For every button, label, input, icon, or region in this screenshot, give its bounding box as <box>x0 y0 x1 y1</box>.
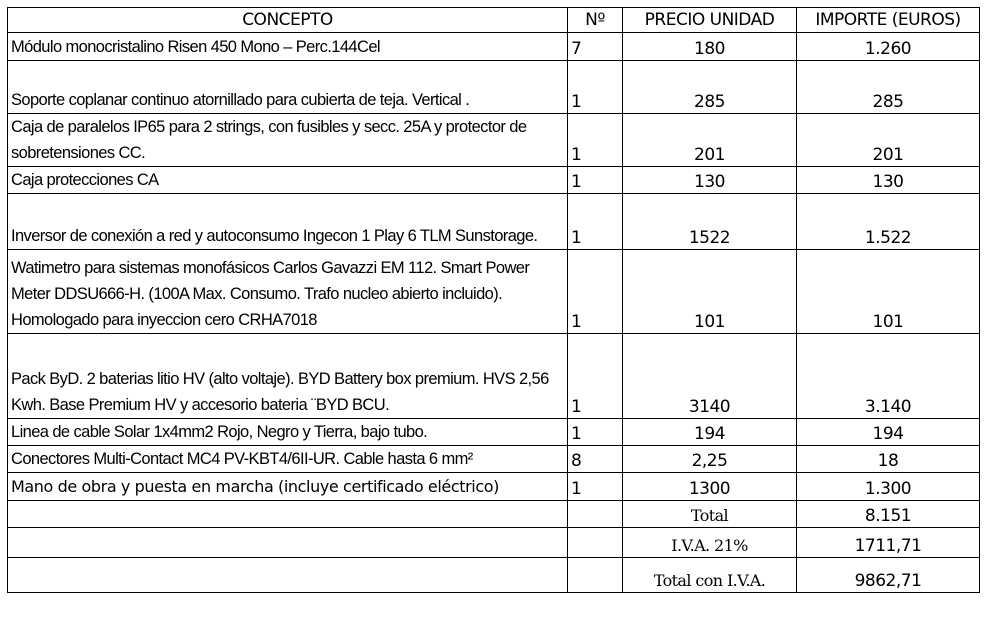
empty-cell <box>8 558 568 593</box>
budget-sheet <box>7 7 980 593</box>
amount-cell: 194 <box>797 419 980 446</box>
vat-label: I.V.A. 21% <box>623 528 797 558</box>
amount-cell: 101 <box>797 250 980 334</box>
unit-price-cell: 1300 <box>623 473 797 501</box>
concept-cell: Conectores Multi-Contact MC4 PV-KBT4/6II-UR. Cable hasta 6 mm² <box>8 446 568 473</box>
amount-cell: 130 <box>797 167 980 194</box>
header-qty: Nº <box>568 8 623 33</box>
table-row <box>8 419 980 446</box>
amount-cell: 1.260 <box>797 33 980 61</box>
table-row <box>8 473 980 501</box>
table-row <box>8 250 980 334</box>
unit-price-cell: 130 <box>623 167 797 194</box>
concept-cell: Módulo monocristalino Risen 450 Mono – Perc.144Cel <box>8 33 568 61</box>
amount-cell: 201 <box>797 114 980 167</box>
qty-cell: 1 <box>568 167 623 194</box>
unit-price-cell: 101 <box>623 250 797 334</box>
vat-row <box>8 528 980 558</box>
qty-cell: 1 <box>568 61 623 114</box>
unit-price-cell: 2,25 <box>623 446 797 473</box>
header-row <box>8 8 980 33</box>
concept-cell: Watimetro para sistemas monofásicos Carlos Gavazzi EM 112. Smart Power Meter DDSU666-H. (100A Max. Consumo. Trafo nucleo abierto incluido). Homologado para inyeccion cero CRHA7018 <box>8 250 568 334</box>
empty-cell <box>568 528 623 558</box>
unit-price-cell: 285 <box>623 61 797 114</box>
table-row <box>8 194 980 250</box>
concept-cell: Caja protecciones CA <box>8 167 568 194</box>
empty-cell <box>8 528 568 558</box>
amount-cell: 3.140 <box>797 334 980 419</box>
empty-cell <box>8 501 568 528</box>
table-row <box>8 334 980 419</box>
table-row <box>8 114 980 167</box>
qty-cell: 1 <box>568 194 623 250</box>
table-row <box>8 167 980 194</box>
empty-cell <box>568 501 623 528</box>
grand-total-row <box>8 558 980 593</box>
qty-cell: 1 <box>568 473 623 501</box>
grand-total-label: Total con I.V.A. <box>623 558 797 593</box>
header-concept: CONCEPTO <box>8 8 568 33</box>
qty-cell: 7 <box>568 33 623 61</box>
amount-cell: 1.522 <box>797 194 980 250</box>
amount-cell: 285 <box>797 61 980 114</box>
qty-cell: 1 <box>568 334 623 419</box>
concept-cell: Linea de cable Solar 1x4mm2 Rojo, Negro y Tierra, bajo tubo. <box>8 419 568 446</box>
subtotal-label: Total <box>623 501 797 528</box>
unit-price-cell: 194 <box>623 419 797 446</box>
table-row <box>8 33 980 61</box>
budget-table <box>7 7 980 593</box>
unit-price-cell: 201 <box>623 114 797 167</box>
concept-cell: Caja de paralelos IP65 para 2 strings, con fusibles y secc. 25A y protector de sobretensiones CC. <box>8 114 568 167</box>
subtotal-value: 8.151 <box>797 501 980 528</box>
grand-total-value: 9862,71 <box>797 558 980 593</box>
subtotal-row <box>8 501 980 528</box>
unit-price-cell: 1522 <box>623 194 797 250</box>
header-amount: IMPORTE (EUROS) <box>797 8 980 33</box>
header-unit-price: PRECIO UNIDAD <box>623 8 797 33</box>
unit-price-cell: 3140 <box>623 334 797 419</box>
qty-cell: 8 <box>568 446 623 473</box>
qty-cell: 1 <box>568 419 623 446</box>
qty-cell: 1 <box>568 250 623 334</box>
table-row <box>8 446 980 473</box>
amount-cell: 1.300 <box>797 473 980 501</box>
empty-cell <box>568 558 623 593</box>
concept-cell: Mano de obra y puesta en marcha (incluye certificado eléctrico) <box>8 473 568 501</box>
concept-cell: Inversor de conexión a red y autoconsumo Ingecon 1 Play 6 TLM Sunstorage. <box>8 194 568 250</box>
unit-price-cell: 180 <box>623 33 797 61</box>
amount-cell: 18 <box>797 446 980 473</box>
concept-cell: Soporte coplanar continuo atornillado para cubierta de teja. Vertical . <box>8 61 568 114</box>
qty-cell: 1 <box>568 114 623 167</box>
table-row <box>8 61 980 114</box>
vat-value: 1711,71 <box>797 528 980 558</box>
concept-cell: Pack ByD. 2 baterias litio HV (alto voltaje). BYD Battery box premium. HVS 2,56 Kwh. Base Premium HV y accesorio bateria ¨BYD BCU. <box>8 334 568 419</box>
